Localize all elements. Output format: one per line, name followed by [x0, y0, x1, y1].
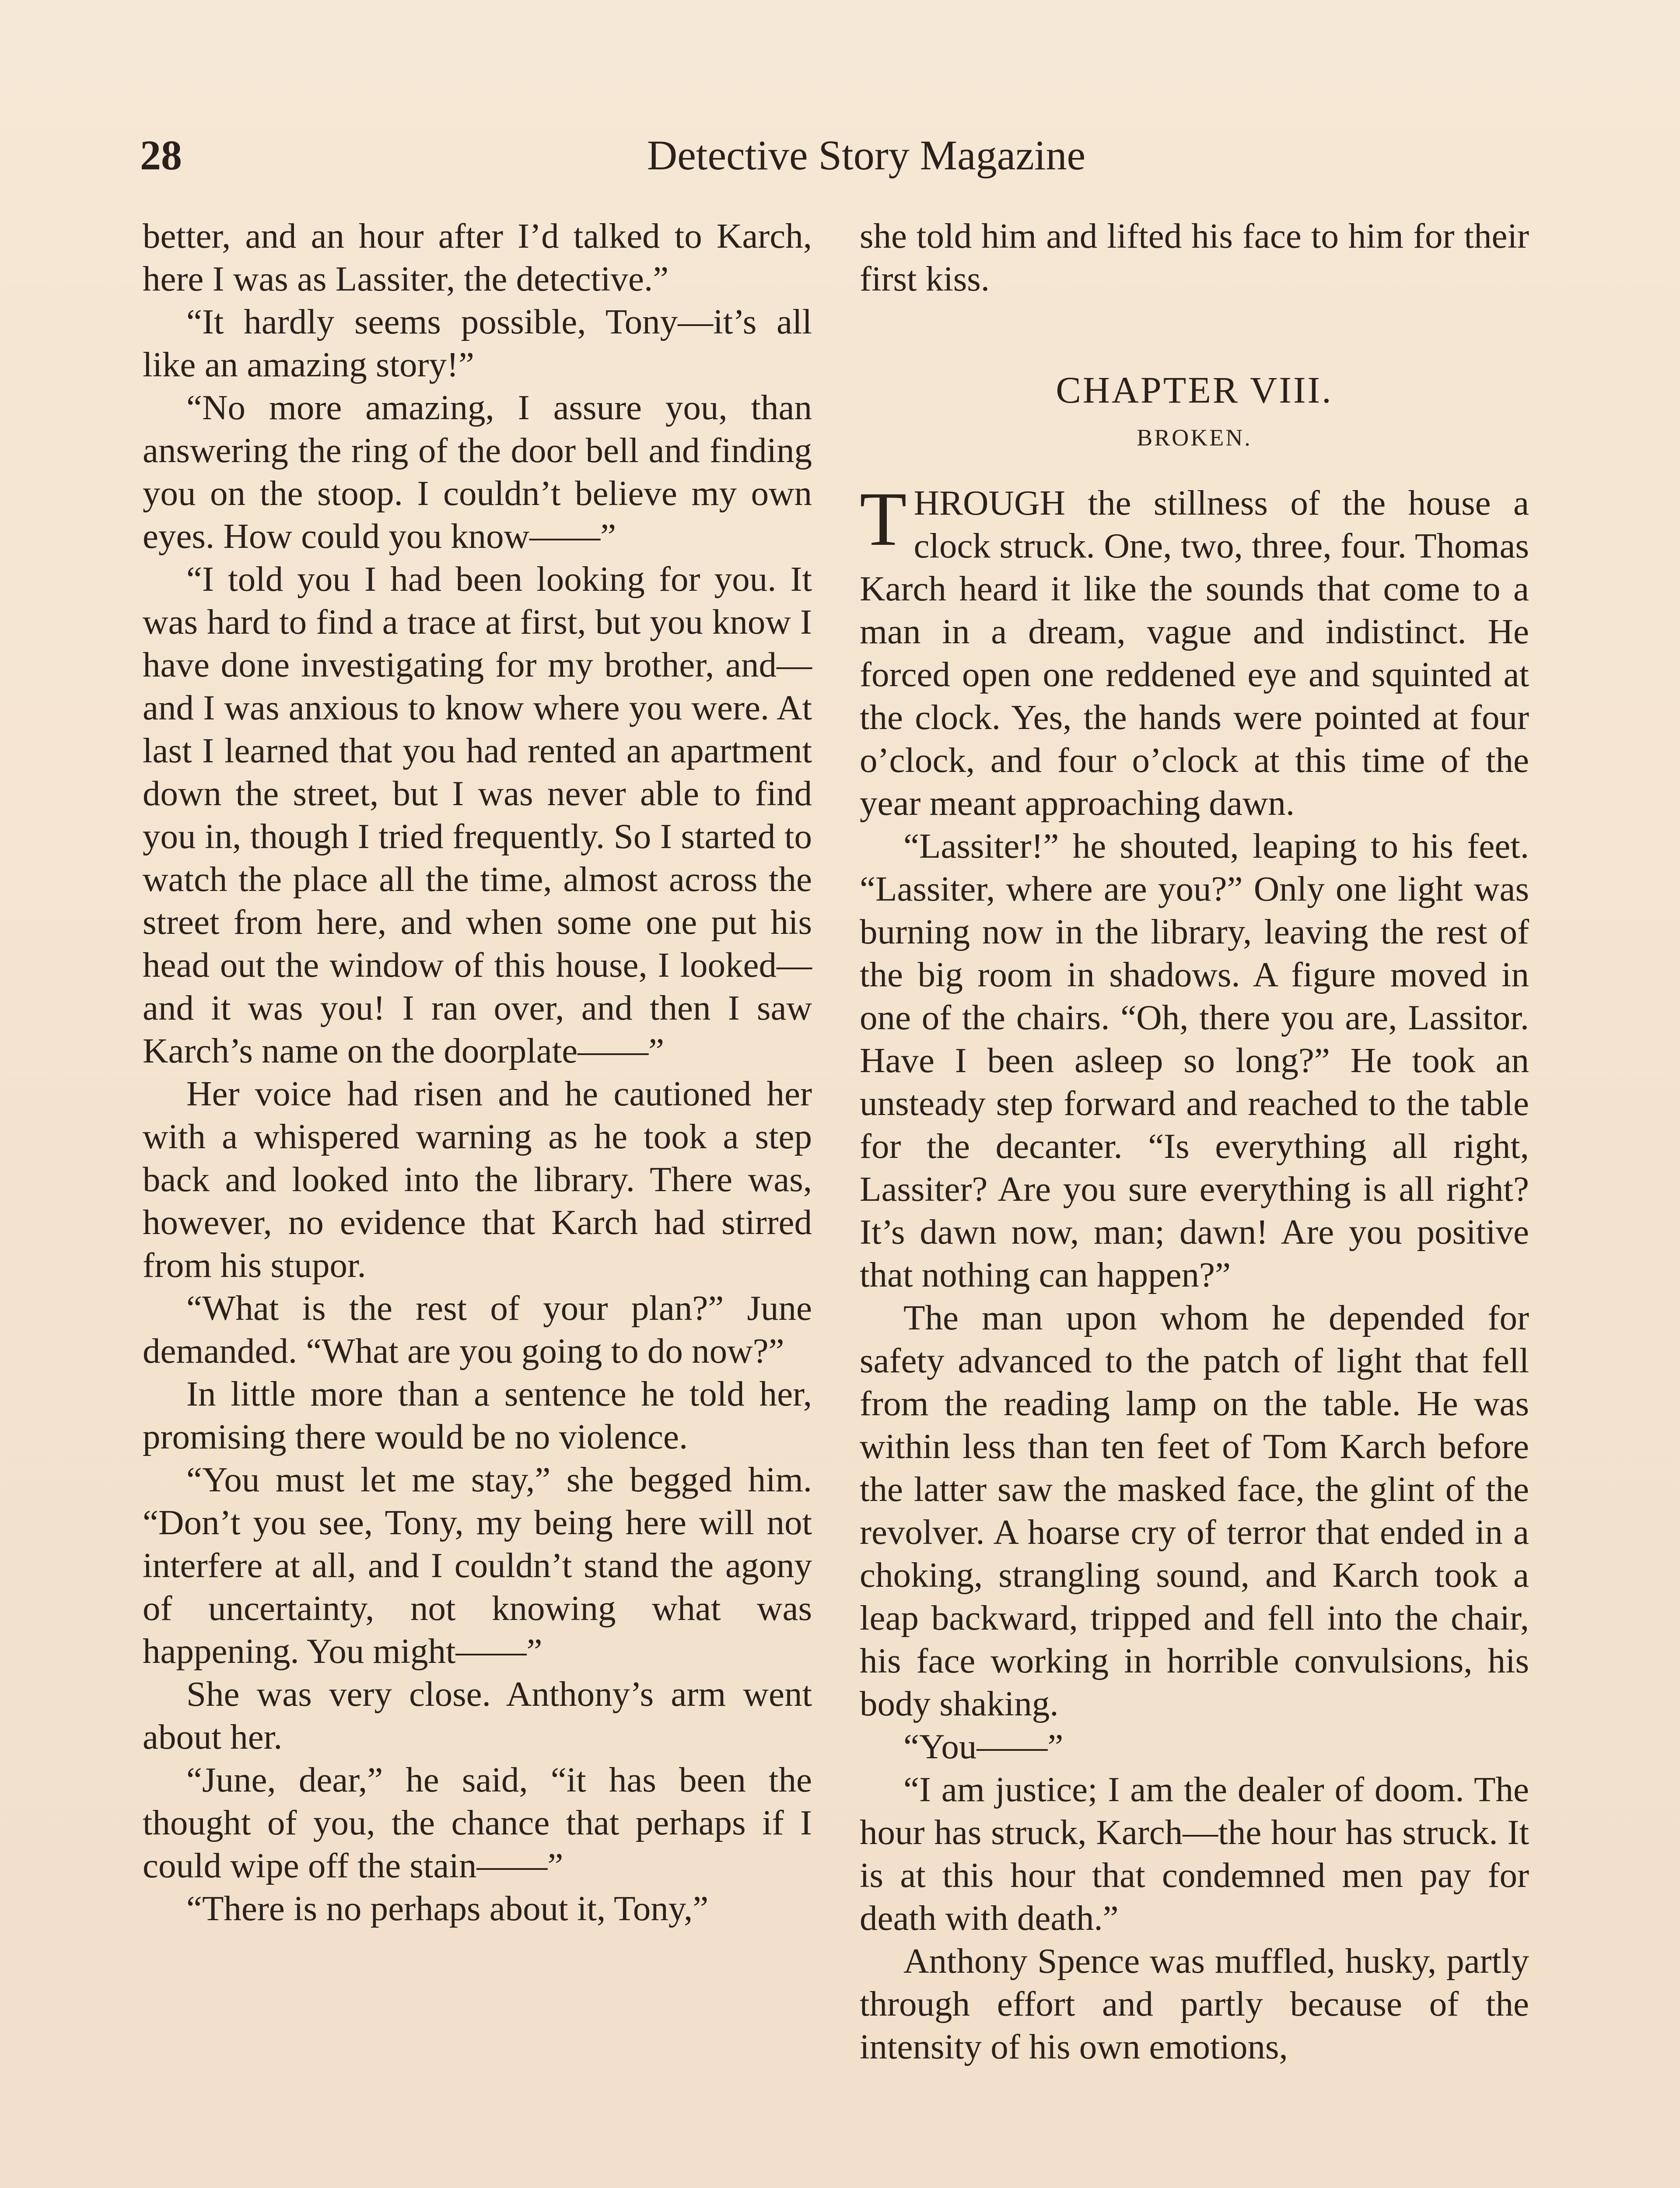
- left-column: [143, 214, 812, 1930]
- page-number: 28: [140, 132, 182, 179]
- paragraph: “Lassiter!” he shouted, leaping to his feet. “Lassiter, where are you?” Only one light was burning now in the library, leaving the rest of the big room in shadows. A figure moved in one of the chairs. “Oh, there you are, Lassitor. Have I been asleep so long?” He took an unsteady step forward and reached to the table for the decanter. “Is everything all right, Lassiter? Are you sure everything is all right? It’s dawn now, man; dawn! Are you positive that nothing can happen?”: [860, 826, 1529, 1294]
- paragraph: “It hardly seems possible, Tony—it’s all like an amazing story!”: [143, 302, 812, 384]
- paragraph: Anthony Spence was muffled, husky, partly through effort and partly because of the intensity of his own emotions,: [860, 1941, 1529, 2066]
- page-header: [140, 127, 1531, 184]
- paragraph: In little more than a sentence he told her, promising there would be no violence.: [143, 1374, 812, 1456]
- paragraph: better, and an hour after I’d talked to Karch, here I was as Lassiter, the detective.”: [143, 216, 812, 298]
- opening-text: HROUGH the stillness of the house a clock struck. One, two, three, four. Thomas Karch heard it like the sounds that come to a man in a dream, vague and indistinct. He forced open one reddened eye and squinted at the clock. Yes, the hands were pointed at four o’clock, and four o’clock at this time of the year meant approaching dawn.: [860, 483, 1529, 823]
- paragraph: “You must let me stay,” she begged him. “Don’t you see, Tony, my being here will not interfere at all, and I couldn’t stand the agony of uncertainty, not knowing what was happening. You might——”: [143, 1460, 812, 1671]
- paragraph: She was very close. Anthony’s arm went about her.: [143, 1674, 812, 1757]
- running-title: Detective Story Magazine: [647, 132, 1086, 179]
- paragraph: “June, dear,” he said, “it has been the thought of you, the chance that perhaps if I could wipe off the stain——”: [143, 1760, 812, 1885]
- paragraph: “No more amazing, I assure you, than answering the ring of the door bell and finding you on the stoop. I couldn’t believe my own eyes. How could you know——”: [143, 388, 812, 556]
- paragraph: Her voice had risen and he cautioned her with a whispered warning as he took a step back and looked into the library. There was, however, no evidence that Karch had stirred from his stupor.: [143, 1074, 812, 1285]
- right-column: [860, 214, 1529, 2068]
- chapter-heading: CHAPTER VIII.: [1056, 369, 1333, 411]
- paragraph: she told him and lifted his face to him for their first kiss.: [860, 216, 1529, 298]
- paragraph: “You——”: [903, 1727, 1064, 1766]
- paragraph: “What is the rest of your plan?” June demanded. “What are you going to do now?”: [143, 1288, 812, 1371]
- chapter-subtitle: BROKEN.: [1137, 424, 1252, 451]
- paragraph: “I am justice; I am the dealer of doom. The hour has struck, Karch—the hour has struck. It is at this hour that condemned men pay for death with death.”: [860, 1770, 1529, 1938]
- paragraph: “I told you I had been looking for you. It was hard to find a trace at first, but you know I have done investigating for my brother, and—and I was anxious to know where you were. At last I learned that you had rented an apartment down the street, but I was never able to find you in, though I tried frequently. So I started to watch the place all the time, almost across the street from here, and when some one put his head out the window of this house, I looked—and it was you! I ran over, and then I saw Karch’s name on the doorplate——”: [143, 559, 812, 1070]
- chapter-opening-paragraph: [860, 477, 1529, 824]
- drop-cap: T: [860, 477, 907, 562]
- paragraph: The man upon whom he depended for safety advanced to the patch of light that fell from the reading lamp on the table. He was within less than ten feet of Tom Karch before the latter saw the masked face, the glint of the revolver. A hoarse cry of terror that ended in a choking, strangling sound, and Karch took a leap backward, tripped and fell into the chair, his face working in horrible convulsions, his body shaking.: [860, 1298, 1529, 1723]
- paragraph: “There is no perhaps about it, Tony,”: [186, 1889, 709, 1928]
